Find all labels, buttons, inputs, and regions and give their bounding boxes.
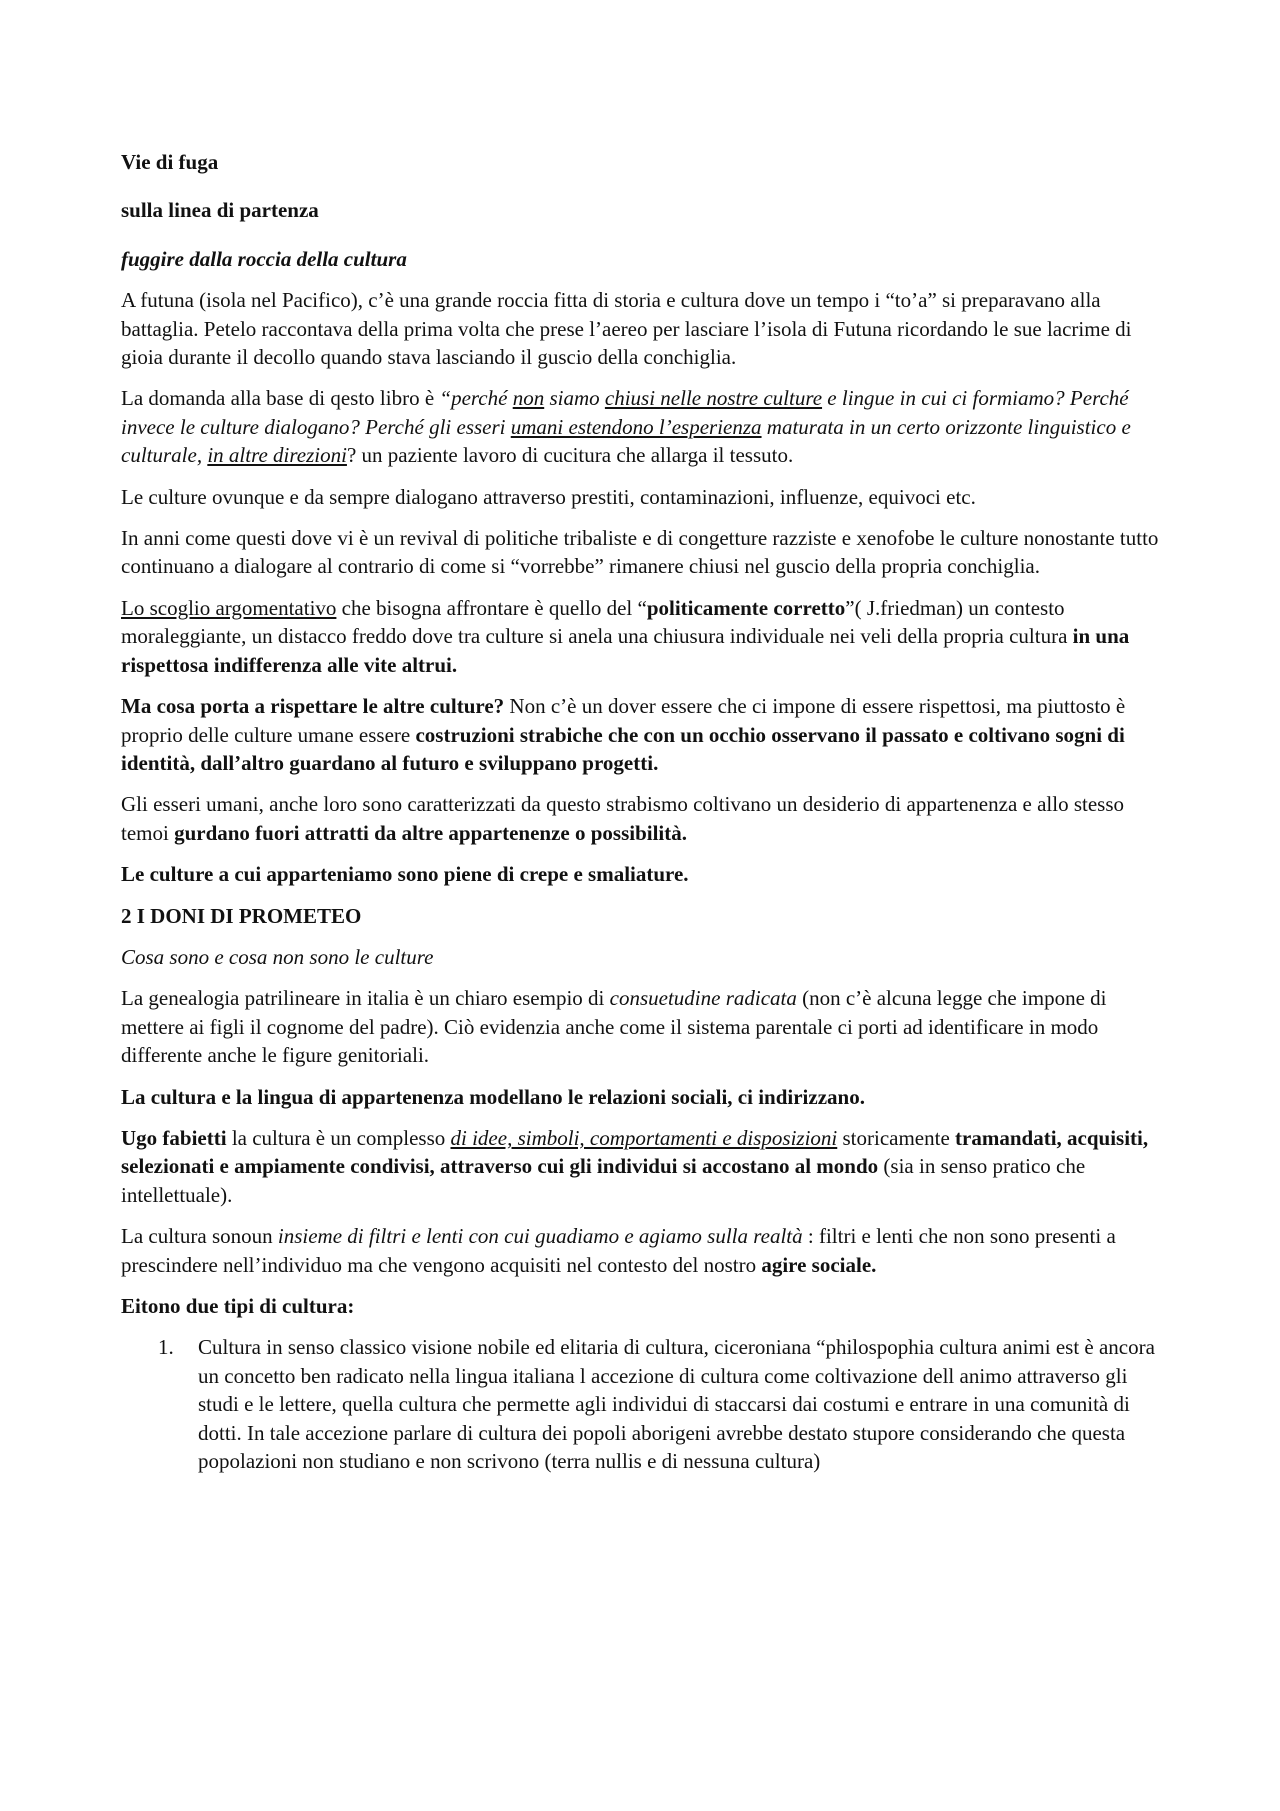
paragraph-correctness: Lo scoglio argomentativo che bisogna affrontare è quello del “politicamente corretto”( J.friedman) un contesto moraleggiante, un distacco freddo dove tra culture si anela una chiusura individuale nei veli della propria cultura in una rispettosa indifferenza alle vite altrui. xyxy=(121,595,1130,677)
paragraph-question: La domanda alla base di qesto libro è “perché non siamo chiusi nelle nostre culture e lingue in cui ci formiamo? Perché invece le culture dialogano? Perché gli esseri umani estendono l’esperienza maturata in un certo orizzonte linguistico e culturale, in altre direzioni? un paziente lavoro di cucitura che allarga il tessuto. xyxy=(121,386,1131,468)
document-subtitle: sulla linea di partenza xyxy=(121,198,319,223)
paragraph-futuna: A futuna (isola nel Pacifico), c’è una grande roccia fitta di storia e cultura dove un tempo i “to’a” si preparavano alla battaglia. Petelo raccontava della prima volta che prese l’aereo per lasciare l’isola di Futuna ricordando le sue lacrime di gioia durante il decollo quando stava lasciando il guscio della conchiglia. xyxy=(121,288,1132,370)
paragraph-fabietti: Ugo fabietti la cultura è un complesso di idee, simboli, comportamenti e disposizioni storicamente tramandati, acquisiti, selezionati e ampiamente condivisi, attraverso cui gli individui si accostano al mondo (sia in senso pratico che intellettuale). xyxy=(121,1125,1149,1207)
paragraph-cracks: Le culture a cui apparteniamo sono piene di crepe e smaliature. xyxy=(121,862,689,887)
list-item-number: 1. xyxy=(158,1335,174,1360)
culture-types-list xyxy=(121,1333,1160,1475)
paragraph-types-heading: Eitono due tipi di cultura: xyxy=(121,1294,355,1318)
section-heading: fuggire dalla roccia della cultura xyxy=(121,246,407,271)
list-item xyxy=(121,1333,1160,1475)
list-item-text: Cultura in senso classico visione nobile ed elitaria di cultura, ciceroniana “philospophia cultura animi est è ancora un concetto ben radicato nella lingua italiana l accezione di cultura come coltivazione dell animo attraverso gli studi e le lettere, quella cultura che permette agli individui di staccarsi dai costumi e entrare in una comunità di dotti. In tale accezione parlare di cultura dei popoli aborigeni avrebbe destato stupore considerando che questa popolazioni non studiano e non scrivono (terra nullis e di nessuna cultura) xyxy=(198,1335,1155,1474)
paragraph-respect: Ma cosa porta a rispettare le altre culture? Non c’è un dover essere che ci impone di essere rispettosi, ma piuttosto è proprio delle culture umane essere costruzioni strabiche che con un occhio osservano il passato e coltivano sogni di identità, dall’altro guardano al futuro e sviluppano progetti. xyxy=(121,694,1126,775)
paragraph-dialogue: Le culture ovunque e da sempre dialogano attraverso prestiti, contaminazioni, influenze, equivoci etc. xyxy=(121,484,976,509)
chapter-subheading: Cosa sono e cosa non sono le culture xyxy=(121,944,434,969)
paragraph-genealogy: La genealogia patrilineare in italia è un chiaro esempio di consuetudine radicata (non c’è alcuna legge che impone di mettere ai figli il cognome del padre). Ciò evidenzia anche come il sistema parentale ci porti ad identificare in modo differente anche le figure genitoriali. xyxy=(121,986,1107,1068)
paragraph-revival: In anni come questi dove vi è un revival di politiche tribaliste e di congetture razziste e xenofobe le culture nonostante tutto continuano a dialogare al contrario di come si “vorrebbe” rimanere chiusi nel guscio della propria conchiglia. xyxy=(121,526,1159,579)
paragraph-filters: La cultura sonoun insieme di filtri e lenti con cui guadiamo e agiamo sulla realtà : filtri e lenti che non sono presenti a prescindere nell’individuo ma che vengono acquisiti nel contesto del nostro agire sociale. xyxy=(121,1224,1116,1277)
paragraph-strabismus: Gli esseri umani, anche loro sono caratterizzati da questo strabismo coltivano un desiderio di appartenenza e allo stesso temoi gurdano fuori attratti da altre appartenenze o possibilità. xyxy=(121,792,1125,845)
chapter-heading: 2 I DONI DI PROMETEO xyxy=(121,903,362,928)
paragraph-language: La cultura e la lingua di appartenenza modellano le relazioni sociali, ci indirizzano. xyxy=(121,1084,865,1109)
document-title: Vie di fuga xyxy=(121,150,219,174)
